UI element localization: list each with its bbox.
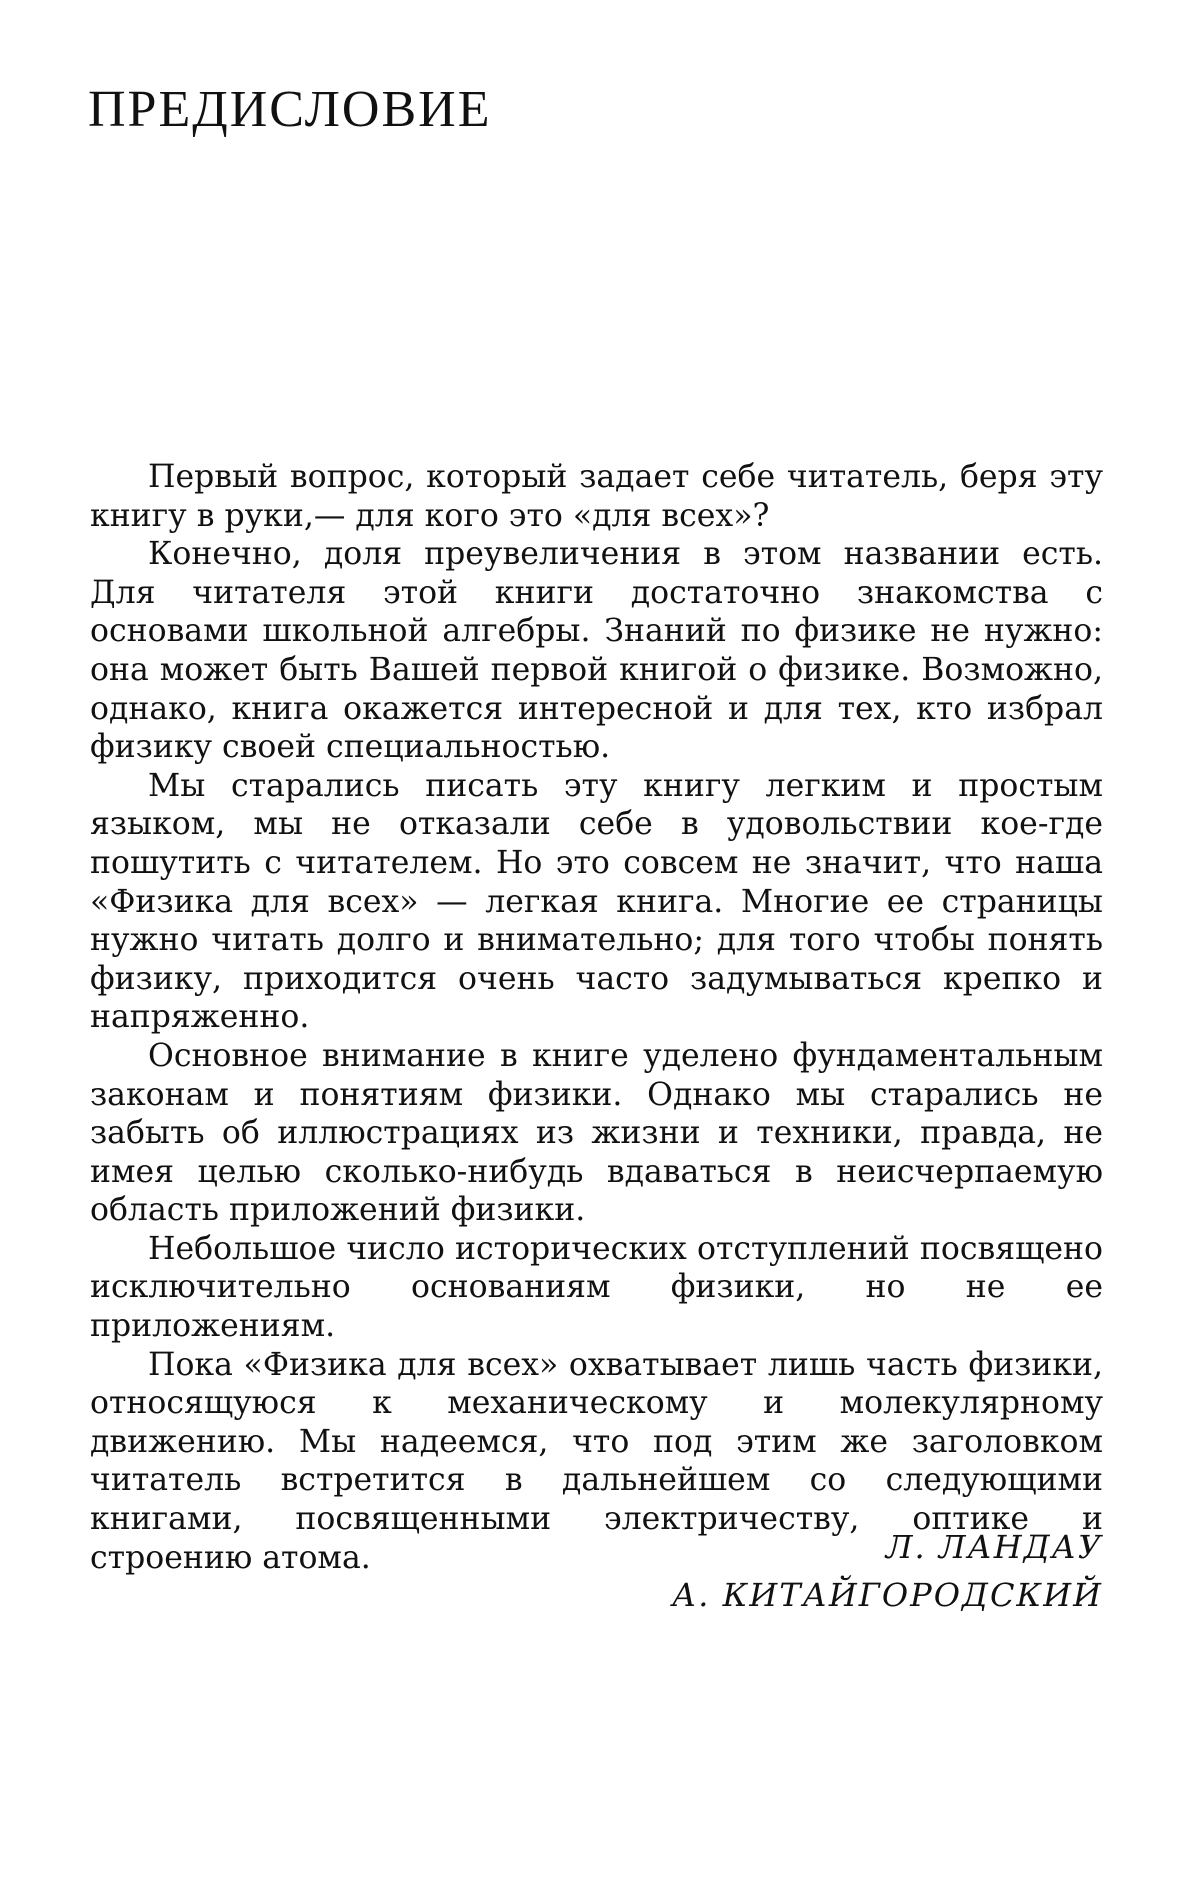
- preface-body: [90, 458, 1103, 1577]
- page-title: ПРЕДИСЛОВИЕ: [88, 81, 492, 138]
- author-name: А. КИТАЙГОРОДСКИЙ: [672, 1576, 1103, 1614]
- author-name: Л. ЛАНДАУ: [885, 1528, 1103, 1566]
- paragraph: Мы старались писать эту книгу легким и простым языком, мы не отказали себе в удовольствии кое-где пошутить с читателем. Но это совсем не значит, что наша «Физика для всех» — легкая книга. Многие ее страницы нужно читать долго и внимательно; для того чтобы понять физику, приходится очень часто задумываться крепко и напряженно.: [90, 767, 1103, 1036]
- paragraph: Пока «Физика для всех» охватывает лишь часть физики, относящуюся к механическому и молекулярному движению. Мы надеемся, что под этим же заголовком читатель встретится в дальнейшем со следующими книгами, посвященными электричеству, оптике и строению атома.: [90, 1346, 1103, 1576]
- paragraph: Основное внимание в книге уделено фундаментальным законам и понятиям физики. Однако мы старались не забыть об иллюстрациях из жизни и техники, правда, не имея целью сколько-нибудь вдаваться в неисчерпаемую область приложений физики.: [90, 1037, 1103, 1229]
- paragraph: Конечно, доля преувеличения в этом названии есть. Для читателя этой книги достаточно знакомства с основами школьной алгебры. Знаний по физике не нужно: она может быть Вашей первой книгой о физике. Возможно, однако, книга окажется интересной и для тех, кто избрал физику своей специальностью.: [90, 536, 1103, 766]
- paragraph: Первый вопрос, который задает себе читатель, беря эту книгу в руки,— для кого это «для всех»?: [90, 459, 1103, 534]
- paragraph: Небольшое число исторических отступлений посвящено исключительно основаниям физики, но не ее приложениям.: [90, 1230, 1103, 1345]
- author-signatures: [672, 1523, 1103, 1619]
